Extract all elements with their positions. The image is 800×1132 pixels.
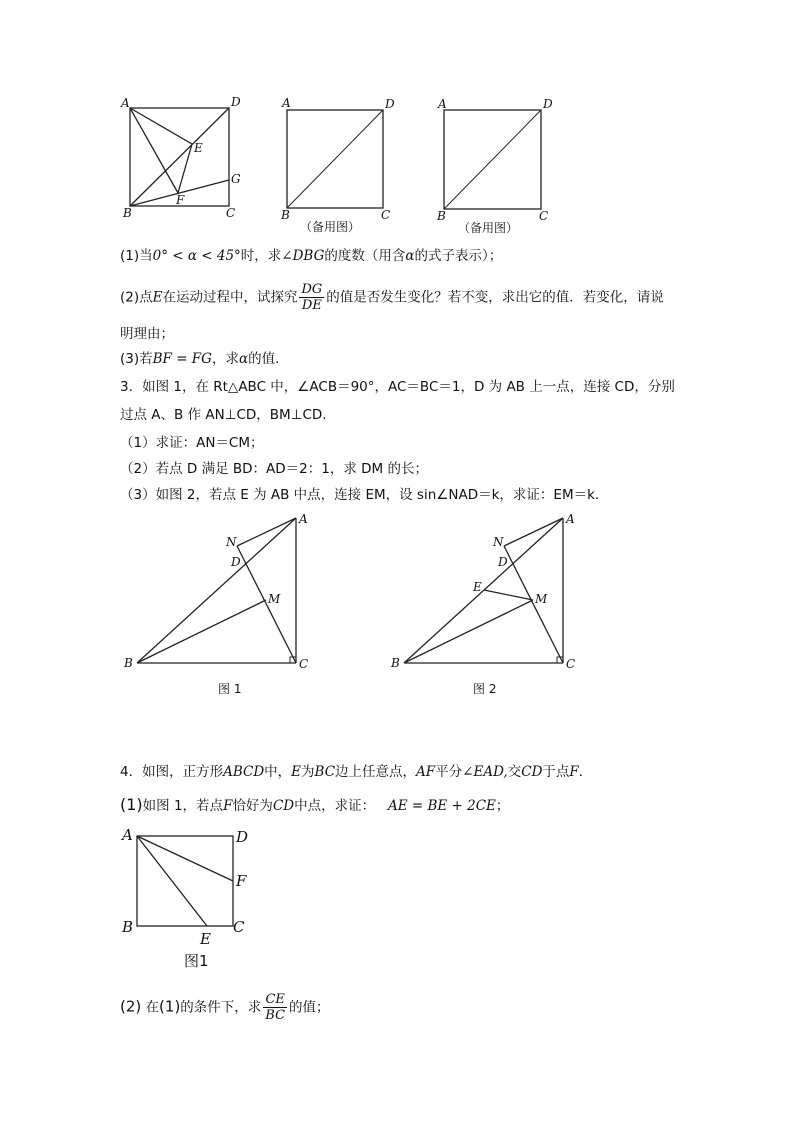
figure-square-construction xyxy=(120,95,241,220)
math: ABCD xyxy=(223,764,265,780)
label-G: G xyxy=(231,172,241,186)
text: 平分 xyxy=(435,764,463,780)
label-N: N xyxy=(226,535,237,549)
label-E: E xyxy=(473,580,482,594)
q4-intro xyxy=(120,762,592,782)
math: AE = BE + 2CE xyxy=(387,798,496,814)
q2-part3 xyxy=(120,349,279,369)
figure-q3-2 xyxy=(390,512,575,696)
label-F: F xyxy=(236,872,247,890)
label-M: M xyxy=(535,592,548,606)
label-E: E xyxy=(194,141,203,155)
math: 0° < α < 45° xyxy=(152,248,241,264)
denominator: BC xyxy=(265,1008,286,1023)
math: E xyxy=(291,764,302,780)
text: 于点 xyxy=(542,764,570,780)
math: α xyxy=(405,248,415,264)
text: 中， xyxy=(264,764,292,780)
label-E: E xyxy=(200,930,211,948)
math: F xyxy=(569,764,579,780)
math: α xyxy=(238,351,249,367)
q3-intro-line2: 过点 A、B 作 AN⊥CD，BM⊥CD. xyxy=(120,407,327,423)
label-C: C xyxy=(566,657,576,671)
caption-fig2: 图 2 xyxy=(473,682,497,696)
text: (1) xyxy=(159,997,181,1016)
label-C: C xyxy=(226,206,236,220)
text: 的值； xyxy=(289,999,330,1016)
q4-part2 xyxy=(120,992,330,1023)
text: 为 xyxy=(301,764,315,780)
text: 时，求 xyxy=(240,248,282,264)
text: 中点，求证： xyxy=(294,798,376,814)
label-F: F xyxy=(176,193,185,207)
label-A: A xyxy=(566,512,575,526)
q3-sub1: （1）求证：AN＝CM； xyxy=(120,435,264,451)
fraction-ce-bc xyxy=(263,992,287,1023)
numerator: DG xyxy=(301,282,323,297)
text: 如图 1，若点 xyxy=(142,798,224,814)
math: AF xyxy=(416,764,436,780)
text: 恰好为 xyxy=(232,798,273,814)
q2-part2-continued: 明理由； xyxy=(120,326,174,342)
figure-spare-1 xyxy=(280,96,395,234)
q2-part2 xyxy=(120,282,664,313)
label-D: D xyxy=(236,828,249,846)
label-D: D xyxy=(231,555,241,569)
label-C: C xyxy=(381,208,391,222)
label-A: A xyxy=(299,512,308,526)
q3-intro-line1: 3．如图 1，在 Rt△ABC 中，∠ACB＝90°，AC＝BC＝1，D 为 AB 上一点，连接 CD，分别 xyxy=(120,379,675,395)
text: 边上任意点， xyxy=(335,764,417,780)
text: ． xyxy=(578,764,593,780)
label-A: A xyxy=(282,96,291,110)
label-D: D xyxy=(543,97,553,111)
math: BF = FG xyxy=(152,351,212,367)
figure-q3-1 xyxy=(123,512,308,696)
fraction-dg-de xyxy=(299,282,324,313)
text: (2)点 xyxy=(120,289,153,306)
label-B: B xyxy=(281,208,290,222)
text: (3)若 xyxy=(120,351,153,367)
text: 的值. xyxy=(248,351,280,367)
label-B: B xyxy=(122,918,134,936)
text: 4．如图，正方形 xyxy=(120,764,224,780)
caption-fig1: 图 1 xyxy=(218,682,242,696)
math: CD xyxy=(521,764,543,780)
math: CD xyxy=(272,798,295,814)
text: (1)当 xyxy=(120,248,153,264)
q2-part1 xyxy=(120,246,502,266)
label-B: B xyxy=(391,656,400,670)
math: ∠DBG xyxy=(281,248,325,264)
text: 交 xyxy=(507,764,522,780)
math: E xyxy=(152,289,163,306)
label-B: B xyxy=(124,656,133,670)
numerator: CE xyxy=(263,992,287,1008)
figure-q4 xyxy=(120,826,248,970)
label-A: A xyxy=(121,96,130,110)
text: (1) xyxy=(120,795,143,814)
text: ； xyxy=(495,798,510,814)
label-C: C xyxy=(539,209,549,223)
text: (2) xyxy=(120,997,142,1016)
text: 在运动过程中，试探究 xyxy=(162,289,298,306)
label-C: C xyxy=(233,918,245,936)
text: 的式子表示）； xyxy=(414,248,503,264)
denominator: DE xyxy=(301,298,322,313)
label-D: D xyxy=(231,95,241,109)
label-N: N xyxy=(493,535,504,549)
text: 在 xyxy=(145,999,160,1016)
math: BC xyxy=(314,764,336,780)
label-C: C xyxy=(299,657,309,671)
label-A: A xyxy=(122,826,133,844)
caption-fig-q4: 图1 xyxy=(184,952,209,970)
figure-spare-2 xyxy=(436,97,553,235)
caption-spare-2: （备用图） xyxy=(458,221,519,235)
q4-part1 xyxy=(120,795,509,816)
text: 的值是否发生变化？若不变，求出它的值．若变化，请说 xyxy=(326,289,664,306)
text: 的条件下，求 xyxy=(180,999,262,1016)
math: ∠EAD, xyxy=(462,764,508,780)
q3-sub3: （3）如图 2，若点 E 为 AB 中点，连接 EM，设 sin∠NAD＝k，求证：EM＝k. xyxy=(120,487,600,503)
label-B: B xyxy=(437,209,446,223)
text: ，求 xyxy=(211,351,239,367)
q3-sub2: （2）若点 D 满足 BD：AD＝2：1，求 DM 的长； xyxy=(120,461,428,477)
text: 的度数（用含 xyxy=(324,248,406,264)
label-A: A xyxy=(438,97,447,111)
label-B: B xyxy=(123,206,132,220)
math: F xyxy=(223,798,233,814)
label-M: M xyxy=(268,592,281,606)
label-D: D xyxy=(498,555,508,569)
label-D: D xyxy=(385,97,395,111)
caption-spare-1: （备用图） xyxy=(300,220,361,234)
